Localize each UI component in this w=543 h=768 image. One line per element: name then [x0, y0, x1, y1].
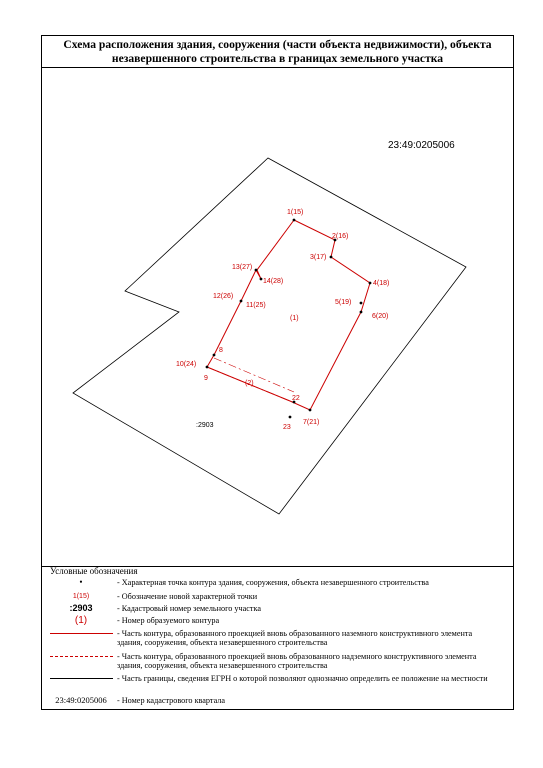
parcel-number-label: :2903	[196, 422, 214, 429]
point-14	[260, 278, 263, 281]
legend-text-new-point: - Обозначение новой характерной точки	[117, 592, 258, 601]
legend-symbol-cadastral: :2903	[69, 603, 93, 613]
label-point-5: 5(19)	[335, 299, 352, 306]
legend-symbol-ground-contour	[50, 633, 113, 634]
legend-text-cadastral: - Кадастровый номер земельного участка	[117, 604, 261, 613]
label-point-3: 3(17)	[310, 254, 327, 261]
label-point-11: 11(25)	[246, 302, 266, 309]
point-1	[293, 219, 296, 222]
point-13	[255, 269, 258, 272]
label-point-12: 12(26)	[213, 293, 234, 300]
label-point-2: 2(16)	[332, 233, 349, 240]
point-3	[330, 256, 333, 259]
label-point-7: 7(21)	[303, 419, 320, 426]
legend-symbol-new-point: 1(15)	[72, 593, 90, 600]
label-point-13: 13(27)	[232, 264, 253, 271]
legend-symbol-boundary	[50, 678, 113, 679]
legend-text-point: - Характерная точка контура здания, сооружения, объекта незавершенного строительства	[117, 578, 429, 587]
legend	[0, 567, 543, 717]
contour-label-2: (2)	[245, 380, 254, 387]
legend-text-boundary: - Часть границы, сведения ЕГРН о которой позволяют однозначно определить ее положение на местности	[117, 674, 488, 683]
point-4	[369, 282, 372, 285]
quarter-number-label: 23:49:0205006	[388, 140, 455, 151]
point-9	[206, 366, 209, 369]
legend-heading: Условные обозначения	[50, 566, 138, 576]
building-contour	[207, 220, 370, 410]
label-point-6: 6(20)	[372, 313, 389, 320]
legend-symbol-overhead-contour	[50, 656, 113, 657]
label-point-10: 10(24)	[176, 361, 197, 368]
legend-symbol-point: •	[79, 577, 83, 587]
point-8	[213, 354, 216, 357]
characteristic-points	[206, 219, 372, 419]
point-23	[289, 416, 292, 419]
label-point-14: 14(28)	[263, 278, 284, 285]
point-5	[360, 302, 363, 305]
point-7	[309, 409, 312, 412]
legend-symbol-quarter: 23:49:0205006	[55, 695, 107, 705]
label-point-22: 22	[292, 395, 300, 402]
point-11	[240, 300, 243, 303]
label-point-8: 8	[219, 347, 223, 354]
legend-text-ground-contour: - Часть контура, образованного проекцией вновь образованного наземного конструктивного элемента здания, сооружения, объекта незавершенного строительства	[117, 629, 473, 648]
parcel-boundary	[73, 158, 466, 514]
legend-text-quarter: - Номер кадастрового квартала	[117, 696, 226, 705]
label-point-4: 4(18)	[373, 280, 390, 287]
title-line-1: Схема расположения здания, сооружения (части объекта недвижимости), объекта	[63, 37, 492, 51]
title-line-2: незавершенного строительства в границах земельного участка	[111, 51, 444, 65]
label-point-23: 23	[283, 424, 291, 431]
contour-label-1: (1)	[290, 315, 299, 322]
label-point-1: 1(15)	[287, 209, 304, 216]
point-6	[360, 311, 363, 314]
legend-text-overhead-contour: - Часть контура, образованного проекцией вновь образованного надземного конструктивного элемента здания, сооружения, объекта незавершенного строительства	[117, 652, 477, 671]
legend-symbol-contour-number: (1)	[74, 615, 88, 626]
legend-text-contour-number: - Номер образуемого контура	[117, 616, 220, 625]
label-point-9: 9	[204, 375, 208, 382]
